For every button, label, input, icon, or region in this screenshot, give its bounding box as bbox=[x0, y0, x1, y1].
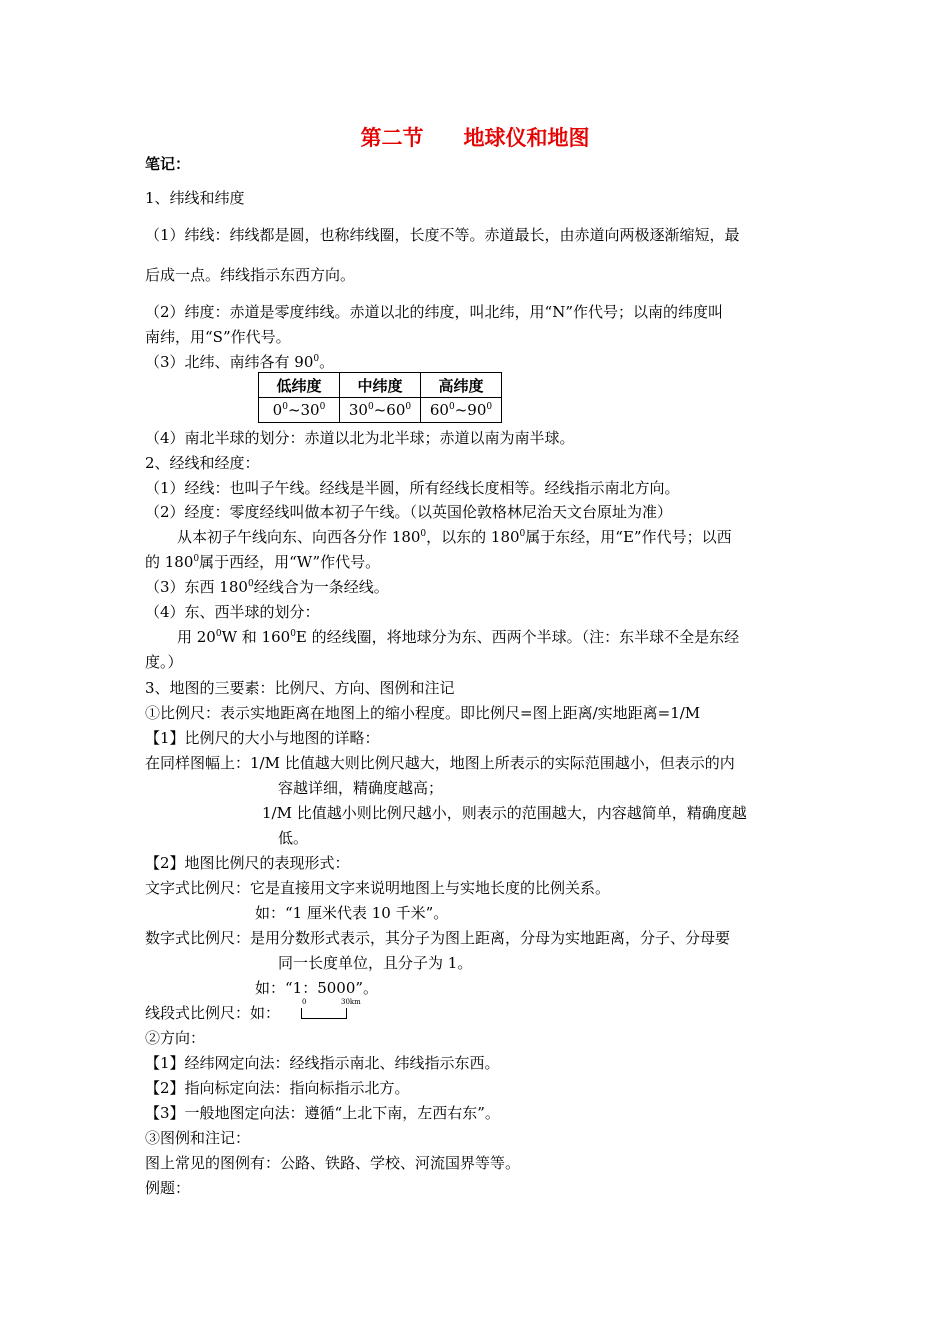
table-header: 低纬度 bbox=[259, 373, 340, 398]
text-line: 如：“1：5000”。 bbox=[255, 979, 379, 997]
text-line: 3、地图的三要素：比例尺、方向、图例和注记 bbox=[145, 679, 455, 697]
text-line: 【3】一般地图定向法：遵循“上北下南，左西右东”。 bbox=[145, 1104, 500, 1122]
section-title-number: 第二节 bbox=[360, 126, 424, 150]
text-line: 图上常见的图例有：公路、铁路、学校、河流国界等等。 bbox=[145, 1154, 521, 1172]
section-title-text: 地球仪和地图 bbox=[463, 126, 590, 150]
text-line: ③图例和注记： bbox=[145, 1129, 251, 1147]
text-line: 【1】经纬网定向法：经线指示南北、纬线指示东西。 bbox=[145, 1054, 500, 1072]
text-line: （1）经线：也叫子午线。经线是半圆，所有经线长度相等。经线指示南北方向。 bbox=[145, 479, 680, 497]
table-header: 中纬度 bbox=[340, 373, 421, 398]
text-line: 在同样图幅上：1/M 比值越大则比例尺越大，地图上所表示的实际范围越小，但表示的内 bbox=[145, 754, 735, 772]
text-line: （3）北纬、南纬各有 $90^0$。 bbox=[145, 353, 335, 371]
section-title bbox=[0, 122, 950, 152]
text-line: （4）东、西半球的划分： bbox=[145, 603, 320, 621]
text-line: 用 $20^0W$ 和 $160^0E$ 的经线圈，将地球分为东、西两个半球。（注：东半球不全是东经 bbox=[177, 628, 740, 646]
scale-bar-end-label: 30km bbox=[341, 998, 361, 1006]
table-cell: $60^0\sim 90^0$ bbox=[421, 398, 502, 423]
text-line: 1、纬线和纬度 bbox=[145, 189, 245, 207]
text-line: 度。） bbox=[145, 653, 183, 671]
text-line: 线段式比例尺：如： bbox=[145, 1004, 281, 1022]
table-cell: $0^0\sim 30^0$ bbox=[259, 398, 340, 423]
text-line: ①比例尺：表示实地距离在地图上的缩小程度。即比例尺=图上距离/实地距离=1/M bbox=[145, 704, 701, 722]
text-line: 容越详细，精确度越高； bbox=[278, 779, 444, 797]
table-header: 高纬度 bbox=[421, 373, 502, 398]
text-line: ②方向： bbox=[145, 1029, 206, 1047]
notes-label: 笔记： bbox=[145, 155, 191, 173]
text-line: 南纬，用“S”作代号。 bbox=[145, 328, 291, 346]
text-line: （3）东西 $180^0$经线合为一条经线。 bbox=[145, 578, 389, 596]
text-line: 1/M 比值越小则比例尺越小，则表示的范围越大，内容越简单，精确度越 bbox=[262, 804, 747, 822]
scale-bar-segment bbox=[301, 1008, 347, 1019]
text-line: 文字式比例尺：它是直接用文字来说明地图上与实地长度的比例关系。 bbox=[145, 879, 611, 897]
text-line: 从本初子午线向东、向西各分作 $180^0$，以东的 $180^0$属于东经，用“E”作代号；以西 bbox=[177, 528, 732, 546]
line-scale-bar bbox=[301, 998, 361, 1020]
text-line: （1）纬线：纬线都是圆，也称纬线圈，长度不等。赤道最长，由赤道向两极逐渐缩短，最 bbox=[145, 226, 740, 244]
text-line: 后成一点。纬线指示东西方向。 bbox=[145, 266, 356, 284]
text-line: 【1】比例尺的大小与地图的详略： bbox=[145, 729, 380, 747]
table-cell: $30^0\sim 60^0$ bbox=[340, 398, 421, 423]
text-line: （4）南北半球的划分：赤道以北为北半球；赤道以南为南半球。 bbox=[145, 429, 575, 447]
text-line: 数字式比例尺：是用分数形式表示，其分子为图上距离，分母为实地距离，分子、分母要 bbox=[145, 929, 731, 947]
text-line: 【2】地图比例尺的表现形式： bbox=[145, 854, 350, 872]
text-line: 同一长度单位，且分子为 1。 bbox=[278, 954, 473, 972]
text-line: 如：“1 厘米代表 10 千米”。 bbox=[255, 904, 449, 922]
latitude-table bbox=[258, 372, 502, 423]
text-line: 例题： bbox=[145, 1179, 191, 1197]
text-line: （2）纬度：赤道是零度纬线。赤道以北的纬度，叫北纬，用“N”作代号；以南的纬度叫 bbox=[145, 303, 724, 321]
text-line: 2、经线和经度： bbox=[145, 454, 260, 472]
text-line: （2）经度：零度经线叫做本初子午线。（以英国伦敦格林尼治天文台原址为准） bbox=[145, 503, 673, 521]
text-line: 低。 bbox=[278, 829, 309, 847]
text-line: 的 $180^0$属于西经，用“W”作代号。 bbox=[145, 553, 381, 571]
scale-bar-start-label: 0 bbox=[302, 998, 307, 1006]
text-line: 【2】指向标定向法：指向标指示北方。 bbox=[145, 1079, 410, 1097]
